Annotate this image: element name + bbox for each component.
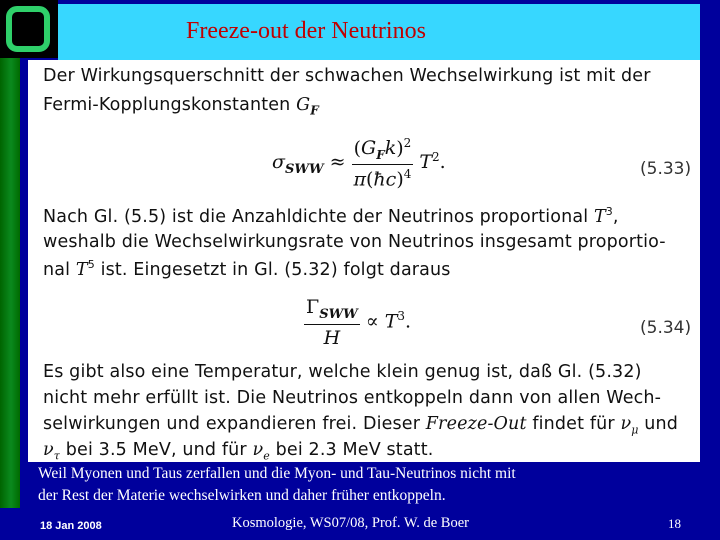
green-side-bar bbox=[0, 58, 20, 508]
slide-title: Freeze-out der Neutrinos bbox=[186, 18, 426, 44]
slide-caption bbox=[38, 463, 708, 507]
text-line-5: nal $T^5$ ist. Eingesetzt in Gl. (5.32) folgt daraus bbox=[43, 258, 451, 280]
text-line-8: selwirkungen und expandieren frei. Dieser Freeze-Out findet für $\nu_\mu$ und bbox=[43, 414, 679, 437]
university-logo bbox=[0, 0, 58, 58]
symbol-gf: $G_F$ bbox=[296, 95, 319, 118]
logo-ring-icon bbox=[6, 6, 50, 52]
text-line-9: $\nu_\tau$ bei 3.5 MeV, und für $\nu_e$ bei 2.3 MeV statt. bbox=[43, 440, 434, 462]
text-line-4: weshalb die Wechselwirkungsrate von Neutrinos insgesamt proportio- bbox=[43, 232, 666, 252]
equation-number-5-33: (5.33) bbox=[640, 159, 692, 179]
textbook-excerpt bbox=[28, 60, 700, 462]
text-line-6: Es gibt also eine Temperatur, welche klein genug ist, daß Gl. (5.32) bbox=[43, 362, 642, 382]
equation-5-33: $\sigma_{SWW}$ ≈ $\frac{(G_Fk)^2}{\pi(ħc)^4}$ $T^2$. bbox=[272, 136, 446, 191]
text-line-7: nicht mehr erfüllt ist. Die Neutrinos entkoppeln dann von allen Wech- bbox=[43, 388, 662, 408]
text-line-2: Fermi-Kopplungskonstanten $G_F$ bbox=[43, 95, 319, 118]
caption-line-2: der Rest der Materie wechselwirken und daher früher entkoppeln. bbox=[38, 487, 446, 504]
caption-line-1: Weil Myonen und Taus zerfallen und die Myon- und Tau-Neutrinos nicht mit bbox=[38, 465, 516, 482]
title-bar bbox=[58, 4, 700, 60]
footer-course: Kosmologie, WS07/08, Prof. W. de Boer bbox=[232, 515, 469, 531]
page-number: 18 bbox=[668, 516, 681, 531]
text-line-3: Nach Gl. (5.5) ist die Anzahldichte der Neutrinos proportional $T^3$, bbox=[43, 205, 619, 227]
text-line-1: Der Wirkungsquerschnitt der schwachen Wechselwirkung ist mit der bbox=[43, 66, 651, 86]
equation-5-34: $\frac{\Gamma_{SWW}}{H}$ ∝ $T^3$. bbox=[306, 296, 412, 349]
footer-date: 18 Jan 2008 bbox=[40, 520, 102, 532]
equation-number-5-34: (5.34) bbox=[640, 318, 692, 338]
